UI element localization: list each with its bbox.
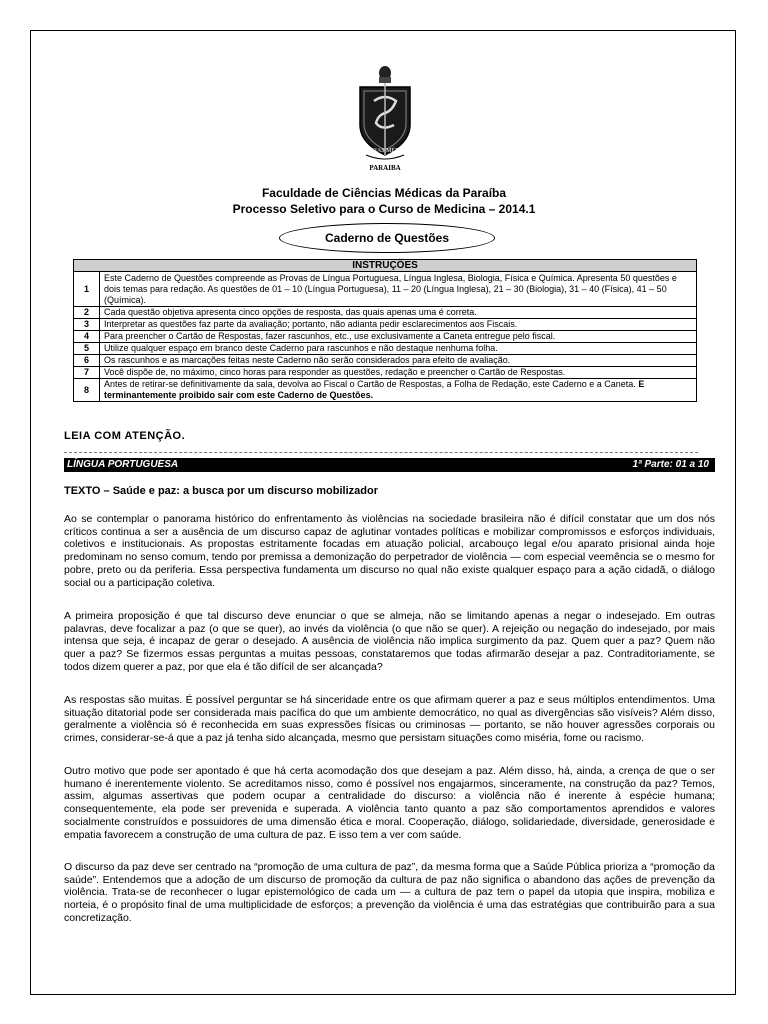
institution-crest-logo bbox=[346, 63, 424, 173]
instruction-text: Os rascunhos e as marcações feitas neste Caderno não serão considerados para efeito de avaliação. bbox=[100, 355, 697, 367]
divider bbox=[64, 452, 698, 453]
instruction-text: Este Caderno de Questões compreende as Provas de Língua Portuguesa, Língua Inglesa, Biologia, Física e Química. Apresenta 50 questões e dois temas para redação. As questões de 01 – 10 (Língua Portuguesa), 11 – 20 (Língua Inglesa), 21 – 30 (Biologia), 31 – 40 (Física), 41 – 50 (Química). bbox=[100, 272, 697, 307]
instruction-number: 1 bbox=[74, 272, 100, 307]
instruction-text: Antes de retirar-se definitivamente da sala, devolva ao Fiscal o Cartão de Respostas, a Folha de Redação, este Caderno e a Caneta. bbox=[104, 379, 636, 389]
instruction-number: 4 bbox=[74, 331, 100, 343]
instruction-row bbox=[74, 355, 697, 367]
text-title: TEXTO – Saúde e paz: a busca por um discurso mobilizador bbox=[64, 485, 378, 497]
attention-label: LEIA COM ATENÇÃO. bbox=[64, 430, 186, 442]
instruction-row bbox=[74, 272, 697, 307]
instruction-text: Cada questão objetiva apresenta cinco opções de resposta, das quais apenas uma é correta. bbox=[100, 307, 697, 319]
section-bar bbox=[64, 458, 715, 472]
instruction-number: 6 bbox=[74, 355, 100, 367]
instruction-number: 5 bbox=[74, 343, 100, 355]
instruction-warning: E terminantemente proibido sair com este Caderno de Questões. bbox=[104, 379, 645, 400]
instruction-text-8 bbox=[100, 379, 697, 402]
paragraph: Ao se contemplar o panorama histórico do enfrentamento às violências na sociedade brasileira não é difícil constatar que um dos nós críticos continua a ser a ausência de um discurso capaz de aglutinar vontades políticas e mobilizar compromissos e esforços individuais, coletivos e institucionais. As propostas estritamente focadas em atuação policial, arcabouço legal e/ou aparato prisional ainda hoje predominam no senso comum, tendo por premissa a demonização do perpetrador de violência — com especial veemência se o mesmo for pobre, preto ou da periferia. Essa perspectiva fundamenta um discurso no qual não existe qualquer espaço para a ação cidadã, o diálogo social ou a participação coletiva. bbox=[64, 513, 715, 589]
instructions-table bbox=[73, 259, 697, 402]
instruction-row bbox=[74, 343, 697, 355]
exam-title: Processo Seletivo para o Curso de Medicina – 2014.1 bbox=[232, 202, 536, 216]
instruction-text: Utilize qualquer espaço em branco deste Caderno para rascunhos e não destaque nenhuma folha. bbox=[100, 343, 697, 355]
instruction-number: 7 bbox=[74, 367, 100, 379]
booklet-label: Caderno de Questões bbox=[279, 223, 495, 253]
instruction-row bbox=[74, 307, 697, 319]
instruction-row bbox=[74, 367, 697, 379]
paragraph: As respostas são muitas. É possível perguntar se há sinceridade entre os que afirmam querer a paz e seus múltiplos entendimentos. Uma situação ditatorial pode ser considerada mais pacífica do que um ambiente democrático, no qual as divergências são visíveis? Além disso, geralmente a violência só é reconhecida em suas expressões físicas ou criminosas — portanto, se não houver agressões corporais ou crimes, considerar-se-á que a paz já tenha sido alcançada, mesmo que persistam situações como miséria, fome ou racismo. bbox=[64, 694, 715, 745]
instruction-number: 8 bbox=[74, 379, 100, 402]
instruction-row bbox=[74, 379, 697, 402]
section-part: 1ª Parte: 01 a 10 bbox=[632, 459, 709, 470]
instruction-text: Para preencher o Cartão de Respostas, fazer rascunhos, etc., use exclusivamente a Caneta entregue pelo fiscal. bbox=[100, 331, 697, 343]
instruction-row bbox=[74, 319, 697, 331]
instruction-text: Interpretar as questões faz parte da avaliação; portanto, não adianta pedir esclarecimentos aos Fiscais. bbox=[100, 319, 697, 331]
instruction-number: 2 bbox=[74, 307, 100, 319]
paragraph: Outro motivo que pode ser apontado é que há certa acomodação dos que desejam a paz. Além disso, há, ainda, a crença de que o ser humano é inerentemente violento. Se acreditamos nisso, como é possível nos engajarmos, sinceramente, na construção da paz? Temos, assim, algumas assertivas que podem ocupar a centralidade do discurso: a violência não é inerente à espécie humana; consequentemente, ela pode ser prevenida e superada. A violência tanto quanto a paz são comportamentos aprendidos e valores socialmente construídos e possuidores de uma dimensão ética e moral. Cooperação, diálogo, solidariedade, diversidade, generosidade e empatia favorecem a construção de uma cultura de paz. E isso tem a ver com saúde. bbox=[64, 765, 715, 841]
instruction-number: 3 bbox=[74, 319, 100, 331]
crest-city: PARAIBA bbox=[369, 164, 401, 172]
instruction-row bbox=[74, 331, 697, 343]
paragraph: O discurso da paz deve ser centrado na “promoção de uma cultura de paz”, da mesma forma que a Saúde Pública prioriza a “promoção da saúde”. Entendemos que a adoção de um discurso de promoção da cultura de paz não significa o abandono das ações de prevenção da violência. Trata-se de reconhecer o lugar epistemológico de cada um — a cultura de paz tem o papel da utopia que inspira, mobiliza e norteia, é o propósito final de uma multiplicidade de esforços; a prevenção da violência é uma das estratégias que contribuirão para a sua concretização. bbox=[64, 861, 715, 924]
instructions-title: INSTRUÇÕES bbox=[74, 260, 697, 272]
paragraph: A primeira proposição é que tal discurso deve enunciar o que se almeja, não se limitando apenas a negar o indesejado. Em outras palavras, deve focalizar a paz (o que se quer), ao invés da violência (o que não se quer). A rejeição ou negação do indesejado, por mais intensa que seja, é incapaz de gerar o desejado. A ausência de violência não implica surgimento da paz. Quem quer a paz? Quem não quer a paz? Se fizermos essas perguntas a muitas pessoas, constataremos que todas afirmarão desejar a paz. Contraditoriamente, se todos dizem querer a paz, por que ela é tão difícil de ser alcançada? bbox=[64, 610, 715, 673]
crest-caption: CIÊNCIAS MÉDICAS bbox=[356, 148, 414, 154]
section-name: LÍNGUA PORTUGUESA bbox=[67, 459, 179, 470]
faculty-name: Faculdade de Ciências Médicas da Paraíba bbox=[261, 186, 507, 200]
instruction-text: Você dispõe de, no máximo, cinco horas para responder as questões, redação e preencher o Cartão de Respostas. bbox=[100, 367, 697, 379]
